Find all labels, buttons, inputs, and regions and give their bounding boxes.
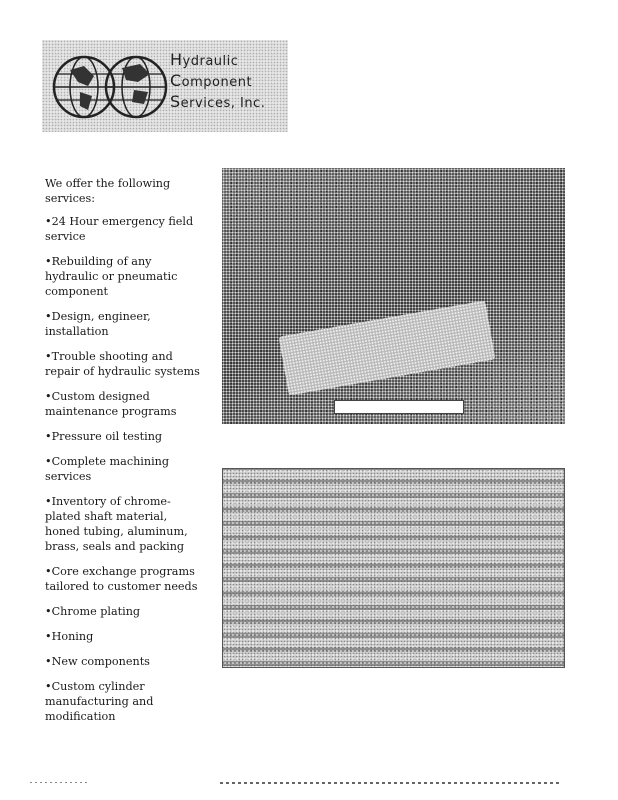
service-item: • New components [45, 654, 205, 669]
service-item: • Complete machining services [45, 454, 205, 484]
service-item: • Honing [45, 629, 205, 644]
company-name-line: Hydraulic [170, 50, 239, 69]
footer-rule-left [30, 782, 90, 783]
lathe-machine-image [278, 300, 495, 396]
service-item: • Custom designed maintenance programs [45, 389, 205, 419]
service-item: • Custom cylinder manufacturing and modification [45, 679, 205, 724]
description-text-box [222, 468, 565, 668]
text-box-texture [223, 469, 564, 667]
service-item: • Pressure oil testing [45, 429, 205, 444]
machine-shop-photo [222, 168, 565, 424]
service-item: • Chrome plating [45, 604, 205, 619]
service-item: • Core exchange programs tailored to customer needs [45, 564, 205, 594]
service-item: • Trouble shooting and repair of hydraulic systems [45, 349, 205, 379]
services-intro: We offer the following services: [45, 177, 171, 205]
company-logo-block [42, 40, 288, 132]
company-name-line: Services, Inc. [170, 92, 266, 111]
service-item: • Rebuilding of any hydraulic or pneumatic component [45, 254, 205, 299]
service-item: • Design, engineer, installation [45, 309, 205, 339]
photo-caption [334, 400, 464, 414]
service-item: • Inventory of chrome-plated shaft material, honed tubing, aluminum, brass, seals and packing [45, 494, 205, 554]
company-name [170, 50, 285, 113]
footer-rule [220, 782, 560, 784]
company-name-line: Component [170, 71, 253, 90]
globe-icon [50, 52, 170, 122]
services-list [45, 176, 205, 734]
service-item: • 24 Hour emergency field service [45, 214, 205, 244]
